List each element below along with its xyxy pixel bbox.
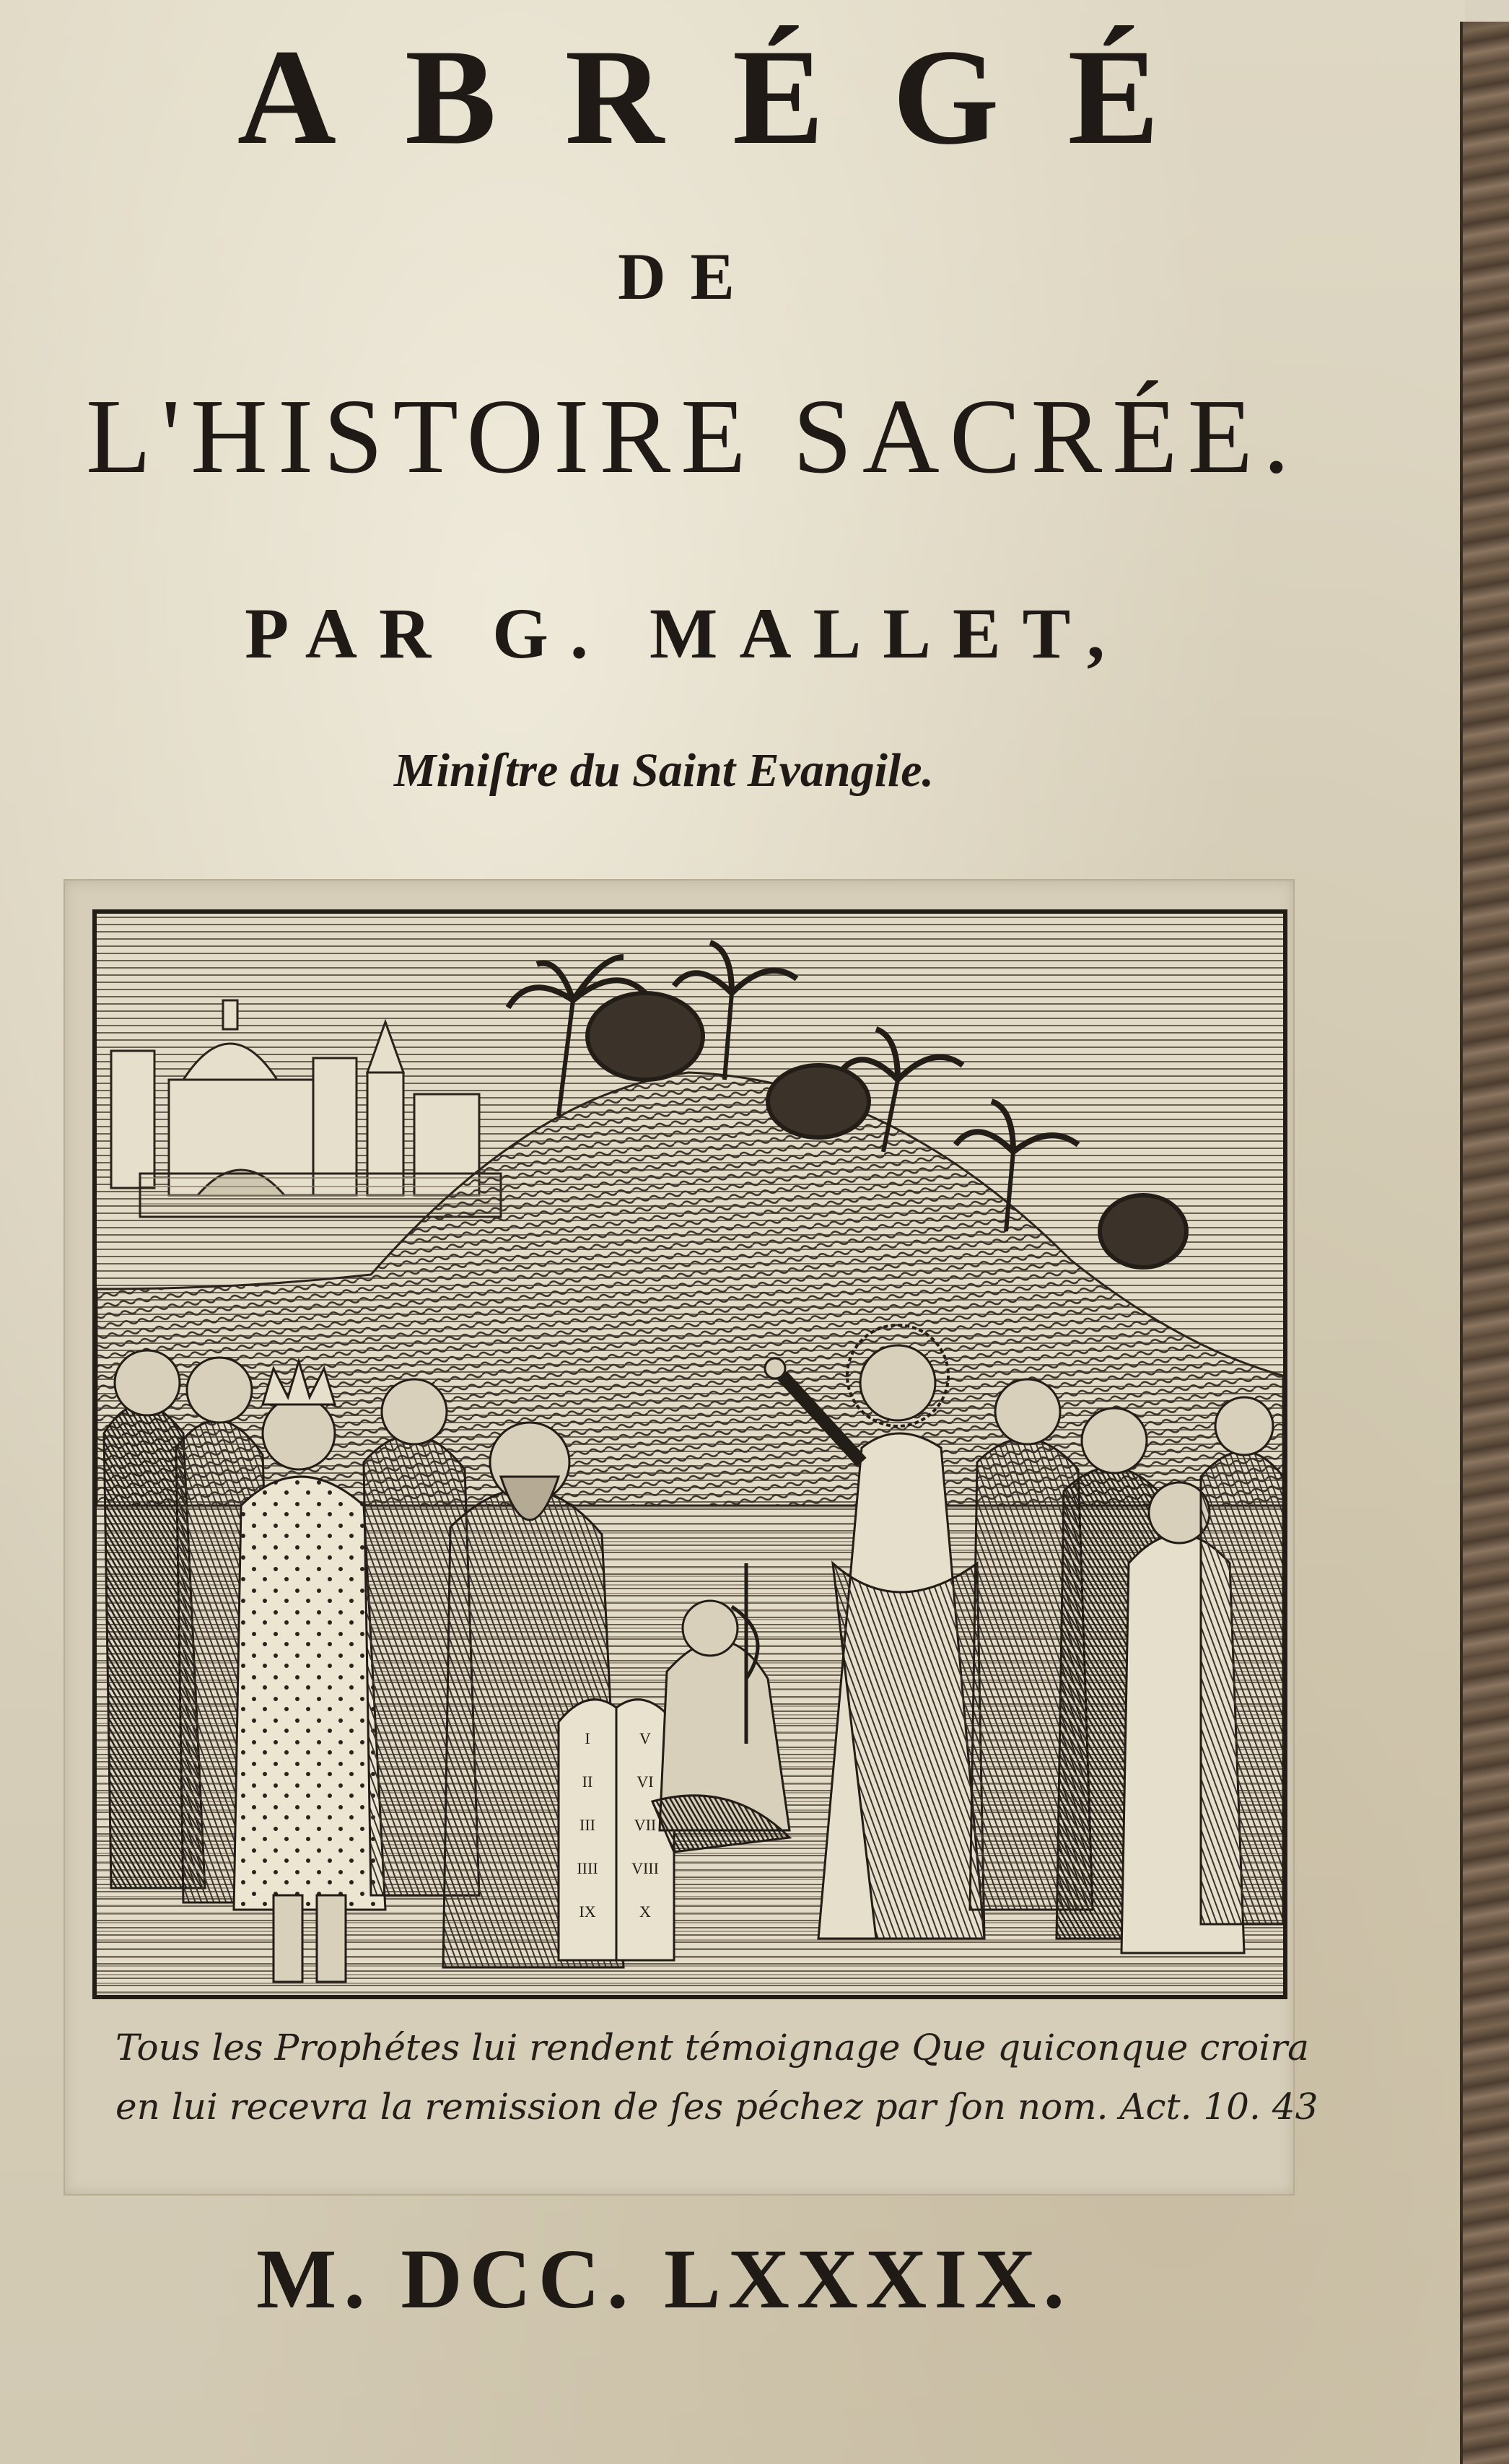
engraving-illustration — [92, 909, 1287, 1999]
book-subtitle: L'HISTOIRE SACRÉE. — [86, 377, 1300, 496]
title-connector: DE — [618, 240, 759, 313]
tablet-numeral: V — [639, 1729, 651, 1747]
engraving-caption-line-2: en lui recevra la remission de ſes péchez par ſon nom. Act. 10. 43 — [115, 2086, 1318, 2128]
publication-date: M. DCC. LXXXIX. — [255, 2232, 1072, 2326]
tablet-numeral: VIII — [631, 1859, 659, 1877]
tablet-numeral: IX — [579, 1902, 596, 1921]
tablet-numeral: II — [582, 1773, 593, 1791]
tablet-numeral: I — [585, 1729, 590, 1747]
author-line: PAR G. MALLET, — [245, 593, 1127, 673]
tablet-numeral: VII — [634, 1816, 657, 1834]
book-title: ABRÉGÉ — [237, 22, 1228, 173]
engraving-caption-line-1: Tous les Prophétes lui rendent témoignage Que quiconque croira — [115, 2027, 1309, 2068]
frontispiece-plate — [64, 879, 1318, 2196]
ten-commandments-tablets — [559, 1700, 674, 1960]
prophets-left-group — [104, 1350, 479, 1982]
tablet-numeral: X — [639, 1902, 651, 1921]
book-cover-edge — [1460, 22, 1509, 2464]
author-role: Miniſtre du Saint Evangile. — [393, 744, 935, 797]
tablet-numeral: VI — [637, 1773, 654, 1791]
tablet-numeral: III — [579, 1816, 595, 1834]
apostles-right-group — [970, 1379, 1283, 1953]
tablet-numeral: IIII — [577, 1859, 598, 1877]
